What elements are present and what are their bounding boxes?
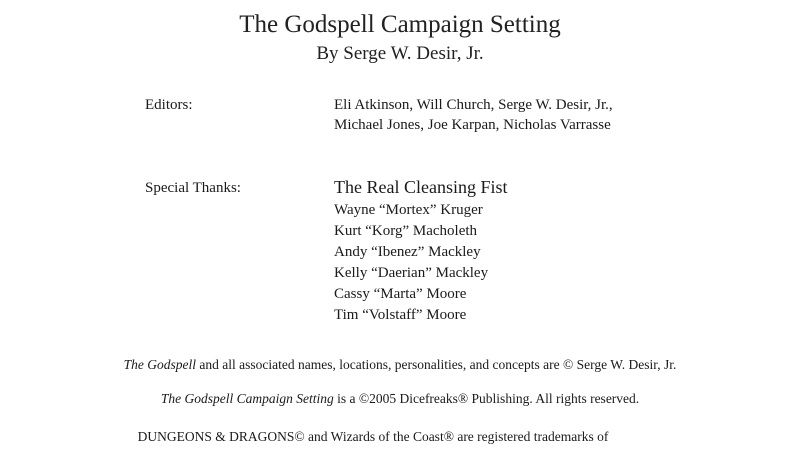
document-author: By Serge W. Desir, Jr. xyxy=(316,43,484,64)
special-thanks-group: The Real Cleansing Fist xyxy=(334,177,508,197)
copyright-notice-2 xyxy=(0,390,800,408)
special-thanks-label: Special Thanks: xyxy=(145,180,241,196)
copyright-notice-1 xyxy=(0,356,800,374)
editors-label: Editors: xyxy=(145,97,193,113)
thanks-name-6: Tim “Volstaff” Moore xyxy=(334,307,467,323)
thanks-name-2: Kurt “Korg” Macholeth xyxy=(334,223,478,239)
notice-2-title: The Godspell Campaign Setting xyxy=(160,391,334,406)
editors-line-2: Michael Jones, Joe Karpan, Nicholas Varrasse xyxy=(334,117,611,133)
editors-line-1: Eli Atkinson, Will Church, Serge W. Desir, Jr., xyxy=(334,97,613,113)
trademark-notice: DUNGEONS & DRAGONS© and Wizards of the Coast® are registered trademarks of xyxy=(137,429,609,444)
notice-1-title: The Godspell xyxy=(123,357,197,372)
notice-2-text: is a ©2005 Dicefreaks® Publishing. All rights reserved. xyxy=(333,391,640,406)
thanks-name-5: Cassy “Marta” Moore xyxy=(334,286,467,302)
thanks-name-3: Andy “Ibenez” Mackley xyxy=(334,244,481,260)
notice-1-text: and all associated names, locations, personalities, and concepts are © Serge W. Desir, Jr. xyxy=(196,357,677,372)
thanks-name-4: Kelly “Daerian” Mackley xyxy=(334,265,489,281)
thanks-name-1: Wayne “Mortex” Kruger xyxy=(334,202,483,218)
document-title: The Godspell Campaign Setting xyxy=(239,11,561,38)
